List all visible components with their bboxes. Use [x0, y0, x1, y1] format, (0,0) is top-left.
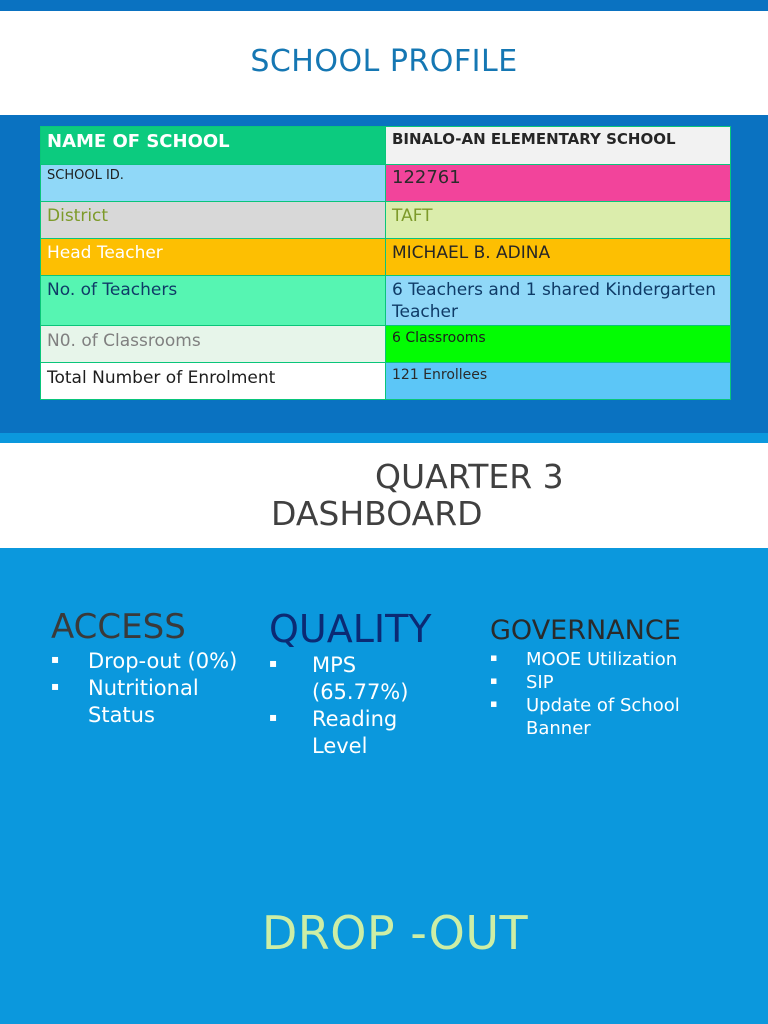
governance-list — [490, 648, 750, 740]
bullet-icon: ▪ — [490, 674, 498, 687]
quality-heading: QUALITY — [269, 607, 432, 651]
district-label: District — [41, 202, 386, 239]
school-name-label: NAME OF SCHOOL — [41, 127, 386, 165]
school-profile-table — [40, 126, 731, 400]
table-row-district — [41, 202, 731, 239]
list-item: ▪ MPS (65.77%) — [269, 652, 469, 706]
enrolment-value: 121 Enrollees — [386, 363, 731, 400]
quarter-title-line1: QUARTER 3 — [375, 457, 564, 496]
table-row-teachers — [41, 276, 731, 326]
teachers-value: 6 Teachers and 1 shared Kindergarten Teacher — [386, 276, 731, 326]
list-item: ▪ MOOE Utilization — [490, 648, 750, 671]
classrooms-label: N0. of Classrooms — [41, 326, 386, 363]
head-teacher-label: Head Teacher — [41, 239, 386, 276]
table-row-school-name — [41, 127, 731, 165]
bullet-icon: ▪ — [51, 652, 60, 666]
list-item: ▪ Nutritional Status — [51, 675, 261, 729]
quality-list — [269, 652, 469, 760]
governance-heading: GOVERNANCE — [490, 615, 681, 646]
school-name-value: BINALO-AN ELEMENTARY SCHOOL — [386, 127, 731, 165]
list-item: ▪ Drop-out (0%) — [51, 648, 261, 675]
teachers-label: No. of Teachers — [41, 276, 386, 326]
dropout-title: DROP -OUT — [261, 906, 529, 960]
top-blue-strip — [0, 0, 768, 11]
enrolment-label: Total Number of Enrolment — [41, 363, 386, 400]
quarter-title-line2: DASHBOARD — [271, 494, 483, 533]
access-heading: ACCESS — [51, 607, 186, 647]
bullet-icon: ▪ — [269, 656, 278, 670]
table-row-school-id — [41, 165, 731, 202]
bullet-icon: ▪ — [269, 710, 278, 724]
school-id-label: SCHOOL ID. — [41, 165, 386, 202]
list-item: ▪ Reading Level — [269, 706, 469, 760]
list-item: ▪ Update of School Banner — [490, 694, 750, 740]
governance-column — [490, 614, 750, 740]
quality-column — [269, 606, 469, 760]
bullet-icon: ▪ — [51, 679, 60, 693]
bullet-icon: ▪ — [490, 697, 498, 710]
district-value: TAFT — [386, 202, 731, 239]
access-column — [51, 606, 261, 729]
school-profile-title: SCHOOL PROFILE — [250, 44, 518, 79]
table-row-classrooms — [41, 326, 731, 363]
quarter-dashboard-title — [0, 458, 768, 532]
school-id-value: 122761 — [386, 165, 731, 202]
bullet-icon: ▪ — [490, 651, 498, 664]
list-item: ▪ SIP — [490, 671, 750, 694]
slide-gap — [0, 433, 768, 443]
access-list — [51, 648, 261, 729]
classrooms-value: 6 Classrooms — [386, 326, 731, 363]
head-teacher-value: MICHAEL B. ADINA — [386, 239, 731, 276]
table-row-enrolment — [41, 363, 731, 400]
table-row-head-teacher — [41, 239, 731, 276]
